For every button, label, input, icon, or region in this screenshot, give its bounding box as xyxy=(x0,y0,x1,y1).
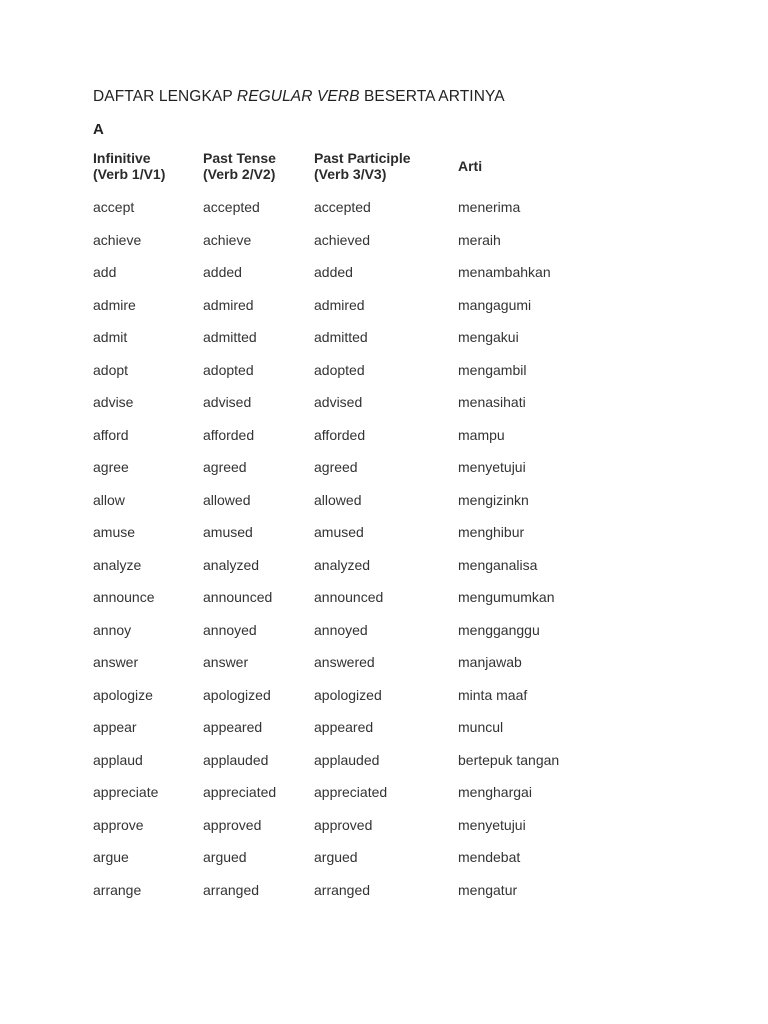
cell-past-tense: appeared xyxy=(203,719,263,735)
cell-infinitive: applaud xyxy=(93,751,143,768)
cell-past-tense: afforded xyxy=(203,426,255,443)
cell-past-tense: answer xyxy=(203,654,249,670)
cell-infinitive: approve xyxy=(93,816,144,833)
table-row xyxy=(93,809,638,842)
cell-past-participle: appeared xyxy=(314,719,374,735)
table-row xyxy=(93,549,638,582)
cell-past-participle: argued xyxy=(314,849,358,865)
cell-past-tense: analyzed xyxy=(203,556,260,573)
cell-infinitive: afford xyxy=(93,426,129,443)
cell-arti: mendebat xyxy=(458,849,521,865)
table-row xyxy=(93,711,638,744)
header-past-participle xyxy=(314,147,458,185)
section-heading: A xyxy=(93,121,104,138)
cell-infinitive: annoy xyxy=(93,621,132,638)
cell-past-participle: admired xyxy=(314,296,365,313)
header-past-tense-sublabel: (Verb 2/V2) xyxy=(203,166,276,182)
cell-arti: muncul xyxy=(458,719,504,735)
cell-arti: meraih xyxy=(458,231,501,248)
cell-past-tense: annoyed xyxy=(203,621,257,638)
cell-past-participle: allowed xyxy=(314,491,362,508)
cell-infinitive: agree xyxy=(93,459,129,475)
table-row xyxy=(93,224,638,257)
cell-past-tense: admitted xyxy=(203,329,257,345)
cell-arti: manjawab xyxy=(458,654,522,670)
cell-past-participle: accepted xyxy=(314,199,371,215)
cell-past-tense: argued xyxy=(203,849,247,865)
table-row xyxy=(93,776,638,809)
cell-infinitive: analyze xyxy=(93,556,142,573)
cell-past-participle: applauded xyxy=(314,751,380,768)
cell-past-tense: admired xyxy=(203,296,254,313)
verb-table-body xyxy=(93,185,638,906)
header-infinitive-sublabel: (Verb 1/V1) xyxy=(93,166,166,182)
title-emphasis: REGULAR VERB xyxy=(236,88,360,105)
cell-arti: mengizinkn xyxy=(458,491,529,508)
cell-infinitive: appear xyxy=(93,719,137,735)
cell-past-tense: appreciated xyxy=(203,784,277,800)
cell-past-participle: appreciated xyxy=(314,784,388,800)
cell-past-participle: analyzed xyxy=(314,556,371,573)
cell-arti: menasihati xyxy=(458,394,526,410)
cell-arti: mengambil xyxy=(458,361,527,378)
cell-past-participle: advised xyxy=(314,394,363,410)
cell-infinitive: announce xyxy=(93,589,155,605)
table-row xyxy=(93,256,638,289)
cell-past-participle: apologized xyxy=(314,686,382,703)
table-row xyxy=(93,185,638,224)
cell-arti: bertepuk tangan xyxy=(458,751,560,768)
cell-infinitive: accept xyxy=(93,199,135,215)
cell-arti: menganalisa xyxy=(458,556,538,573)
cell-arti: menghargai xyxy=(458,784,532,800)
cell-past-tense: allowed xyxy=(203,491,251,508)
cell-infinitive: admire xyxy=(93,296,136,313)
cell-past-tense: added xyxy=(203,264,242,280)
header-arti xyxy=(458,147,638,185)
table-row xyxy=(93,841,638,874)
cell-arti: mangagumi xyxy=(458,296,532,313)
header-past-tense-label: Past Tense xyxy=(203,150,276,166)
cell-infinitive: amuse xyxy=(93,524,136,540)
verb-table-header xyxy=(93,147,638,185)
cell-infinitive: advise xyxy=(93,394,134,410)
document-title xyxy=(93,86,733,108)
header-past-participle-label: Past Participle xyxy=(314,150,411,166)
table-row xyxy=(93,354,638,387)
cell-past-tense: advised xyxy=(203,394,252,410)
cell-infinitive: appreciate xyxy=(93,784,159,800)
cell-infinitive: admit xyxy=(93,329,128,345)
cell-arti: mengumumkan xyxy=(458,589,555,605)
cell-infinitive: arrange xyxy=(93,881,142,898)
cell-past-participle: admitted xyxy=(314,329,368,345)
table-row xyxy=(93,581,638,614)
cell-past-tense: accepted xyxy=(203,199,260,215)
title-suffix: BESERTA ARTINYA xyxy=(359,88,505,105)
cell-past-participle: amused xyxy=(314,524,364,540)
cell-past-participle: achieved xyxy=(314,231,371,248)
cell-past-tense: agreed xyxy=(203,459,247,475)
cell-arti: mengakui xyxy=(458,329,519,345)
cell-past-participle: added xyxy=(314,264,353,280)
cell-infinitive: argue xyxy=(93,849,129,865)
header-row xyxy=(93,147,638,185)
cell-arti: minta maaf xyxy=(458,686,528,703)
cell-past-tense: arranged xyxy=(203,881,260,898)
title-prefix: DAFTAR LENGKAP xyxy=(93,88,237,105)
table-row xyxy=(93,321,638,354)
cell-past-participle: arranged xyxy=(314,881,371,898)
verb-table xyxy=(93,147,638,906)
table-row xyxy=(93,386,638,419)
cell-past-tense: apologized xyxy=(203,686,271,703)
cell-past-participle: announced xyxy=(314,589,384,605)
header-infinitive xyxy=(93,147,203,185)
cell-infinitive: apologize xyxy=(93,686,153,703)
cell-past-participle: annoyed xyxy=(314,621,368,638)
table-row xyxy=(93,516,638,549)
cell-arti: menghibur xyxy=(458,524,525,540)
table-row xyxy=(93,744,638,777)
table-row xyxy=(93,646,638,679)
cell-past-tense: announced xyxy=(203,589,273,605)
cell-past-participle: adopted xyxy=(314,361,365,378)
cell-arti: menambahkan xyxy=(458,264,551,280)
cell-infinitive: answer xyxy=(93,654,139,670)
cell-past-participle: approved xyxy=(314,816,373,833)
table-row xyxy=(93,289,638,322)
cell-arti: menerima xyxy=(458,199,521,215)
table-row xyxy=(93,451,638,484)
document-page xyxy=(93,86,733,906)
cell-infinitive: achieve xyxy=(93,231,142,248)
table-row xyxy=(93,874,638,907)
cell-arti: menyetujui xyxy=(458,816,526,833)
table-row xyxy=(93,679,638,712)
cell-past-participle: agreed xyxy=(314,459,358,475)
cell-past-tense: adopted xyxy=(203,361,254,378)
cell-infinitive: add xyxy=(93,264,117,280)
table-row xyxy=(93,484,638,517)
table-row xyxy=(93,419,638,452)
cell-arti: mengganggu xyxy=(458,621,540,638)
header-infinitive-label: Infinitive xyxy=(93,150,151,166)
cell-past-tense: achieve xyxy=(203,231,252,248)
cell-infinitive: allow xyxy=(93,491,125,508)
table-row xyxy=(93,614,638,647)
cell-arti: mampu xyxy=(458,426,505,443)
cell-past-participle: answered xyxy=(314,654,375,670)
header-arti-label: Arti xyxy=(458,158,483,174)
cell-arti: mengatur xyxy=(458,881,518,898)
cell-past-tense: amused xyxy=(203,524,253,540)
header-past-tense xyxy=(203,147,314,185)
cell-infinitive: adopt xyxy=(93,361,129,378)
cell-past-participle: afforded xyxy=(314,426,366,443)
cell-arti: menyetujui xyxy=(458,459,526,475)
cell-past-tense: approved xyxy=(203,816,262,833)
cell-past-tense: applauded xyxy=(203,751,269,768)
header-past-participle-sublabel: (Verb 3/V3) xyxy=(314,166,387,182)
